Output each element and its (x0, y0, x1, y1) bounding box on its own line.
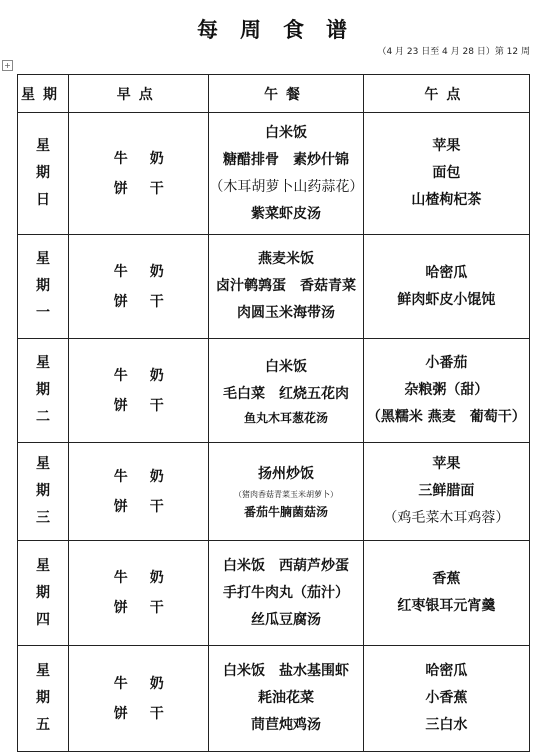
snack-cell: 苹果 面包 山楂枸杞茶 (363, 113, 529, 235)
table-row (18, 443, 530, 541)
header-breakfast: 早点 (69, 75, 209, 113)
breakfast-cell: 牛奶 饼干 (69, 113, 209, 235)
lunch-cell: 白米饭 毛白菜 红烧五花肉 鱼丸木耳葱花汤 (209, 339, 363, 443)
table-row (18, 339, 530, 443)
lunch-cell: 燕麦米饭 卤汁鹌鹑蛋 香菇青菜 肉圆玉米海带汤 (209, 235, 363, 339)
header-snack: 午点 (363, 75, 529, 113)
table-row (18, 235, 530, 339)
day-cell: 星 期 二 (18, 339, 69, 443)
breakfast-cell: 牛奶 饼干 (69, 646, 209, 752)
lunch-cell: 扬州炒饭 （猪肉香菇青菜玉米胡萝卜） 番茄牛腩菌菇汤 (209, 443, 363, 541)
header-lunch: 午餐 (209, 75, 363, 113)
header-day: 星期 (18, 75, 69, 113)
lunch-cell: 白米饭 盐水基围虾 耗油花菜 茼苣炖鸡汤 (209, 646, 363, 752)
breakfast-cell: 牛奶 饼干 (69, 541, 209, 646)
header-row (18, 75, 530, 113)
day-cell: 星 期 一 (18, 235, 69, 339)
snack-cell: 哈密瓜 鲜肉虾皮小馄饨 (363, 235, 529, 339)
snack-cell: 香蕉 红枣银耳元宵羹 (363, 541, 529, 646)
day-cell: 星 期 五 (18, 646, 69, 752)
table-row (18, 646, 530, 752)
day-cell: 星 期 日 (18, 113, 69, 235)
day-cell: 星 期 三 (18, 443, 69, 541)
week-subtitle: （4 月 23 日至 4 月 28 日）第 12 周 (377, 47, 530, 57)
lunch-cell: 白米饭 糖醋排骨 素炒什锦 （木耳胡萝卜山药蒜花） 紫菜虾皮汤 (209, 113, 363, 235)
breakfast-cell: 牛奶 饼干 (69, 235, 209, 339)
page-title: 每周食谱 (197, 17, 369, 42)
snack-cell: 苹果 三鲜腊面 （鸡毛菜木耳鸡蓉） (363, 443, 529, 541)
breakfast-cell: 牛奶 饼干 (69, 339, 209, 443)
day-cell: 星 期 四 (18, 541, 69, 646)
snack-cell: 小番茄 杂粮粥（甜） （黑糯米 燕麦 葡萄干） (363, 339, 529, 443)
weekly-menu-table (17, 74, 530, 752)
table-row (18, 113, 530, 235)
table-move-handle-icon[interactable]: + (2, 60, 13, 71)
snack-cell: 哈密瓜 小香蕉 三白水 (363, 646, 529, 752)
breakfast-cell: 牛奶 饼干 (69, 443, 209, 541)
table-row (18, 541, 530, 646)
lunch-cell: 白米饭 西葫芦炒蛋 手打牛肉丸（茄汁） 丝瓜豆腐汤 (209, 541, 363, 646)
